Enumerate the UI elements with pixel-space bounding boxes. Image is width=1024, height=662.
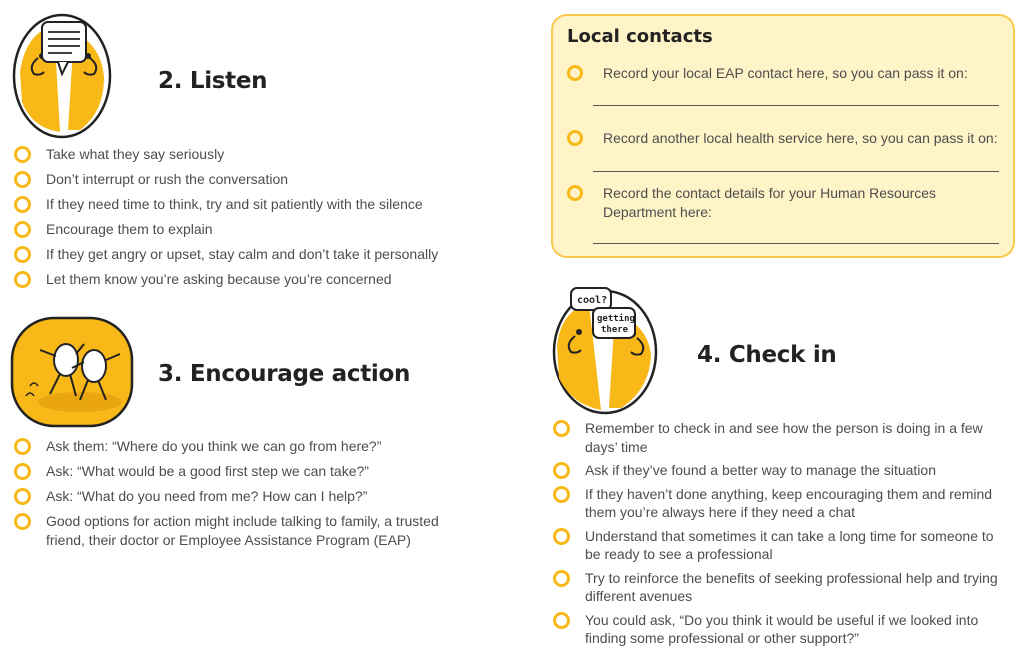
list-item: Ask: “What do you need from me? How can I help?” xyxy=(14,487,464,506)
bullet-circle-icon xyxy=(14,438,31,455)
encourage-illustration xyxy=(10,316,134,428)
list-item: If they get angry or upset, stay calm and don’t take it personally xyxy=(14,245,524,264)
list-item: Try to reinforce the benefits of seeking professional help and trying different avenues xyxy=(553,569,1005,606)
bullet-circle-icon xyxy=(14,246,31,263)
bullet-circle-icon xyxy=(553,486,570,503)
checkin-title: 4. Check in xyxy=(697,342,837,368)
list-item: Encourage them to explain xyxy=(14,220,524,239)
bubble-text-there: there xyxy=(601,325,629,335)
bullet-circle-icon xyxy=(14,271,31,288)
hr-contact-line[interactable] xyxy=(593,243,999,244)
bullet-circle-icon xyxy=(567,65,583,81)
bullet-circle-icon xyxy=(553,570,570,587)
bubble-text-getting: getting xyxy=(597,314,635,324)
listen-list xyxy=(14,145,524,295)
listen-title: 2. Listen xyxy=(158,68,268,94)
list-item: Take what they say seriously xyxy=(14,145,524,164)
bullet-circle-icon xyxy=(553,462,570,479)
bullet-circle-icon xyxy=(14,146,31,163)
encourage-title: 3. Encourage action xyxy=(158,361,411,387)
list-item: Ask if they’ve found a better way to manage the situation xyxy=(553,461,1005,480)
bullet-circle-icon xyxy=(567,185,583,201)
checkin-illustration xyxy=(549,286,661,416)
list-item: Ask: “What would be a good first step we can take?” xyxy=(14,462,464,481)
bullet-circle-icon xyxy=(14,221,31,238)
encourage-list xyxy=(14,437,464,549)
local-contacts-title: Local contacts xyxy=(567,26,713,47)
bubble-text-cool: cool? xyxy=(577,295,608,306)
list-item: Understand that sometimes it can take a long time for someone to be ready to see a professional xyxy=(553,527,1005,564)
bullet-circle-icon xyxy=(14,196,31,213)
bullet-circle-icon xyxy=(14,463,31,480)
bullet-circle-icon xyxy=(553,420,570,437)
contact-item-health-service: Record another local health service here, so you can pass it on: xyxy=(567,129,1003,148)
list-item: If they need time to think, try and sit patiently with the silence xyxy=(14,195,524,214)
bullet-circle-icon xyxy=(14,171,31,188)
list-item: Let them know you’re asking because you’re concerned xyxy=(14,270,524,289)
list-item: Good options for action might include talking to family, a trusted friend, their doctor or Employee Assistance Program (EAP) xyxy=(14,512,464,549)
bullet-circle-icon xyxy=(553,528,570,545)
list-item: Don’t interrupt or rush the conversation xyxy=(14,170,524,189)
checkin-list xyxy=(553,419,1005,648)
list-item: Ask them: “Where do you think we can go from here?” xyxy=(14,437,464,456)
bullet-circle-icon xyxy=(553,612,570,629)
bullet-circle-icon xyxy=(14,488,31,505)
list-item: You could ask, “Do you think it would be useful if we looked into finding some professional or other support?” xyxy=(553,611,1005,648)
health-service-contact-line[interactable] xyxy=(593,171,999,172)
bullet-circle-icon xyxy=(567,130,583,146)
contact-item-hr: Record the contact details for your Human Resources Department here: xyxy=(567,184,1003,221)
list-item: If they haven’t done anything, keep encouraging them and remind them you’re always here if they need a chat xyxy=(553,485,1005,522)
eap-contact-line[interactable] xyxy=(593,105,999,106)
bullet-circle-icon xyxy=(14,513,31,530)
listen-illustration xyxy=(10,12,114,140)
list-item: Remember to check in and see how the person is doing in a few days’ time xyxy=(553,419,1005,456)
contact-item-eap: Record your local EAP contact here, so you can pass it on: xyxy=(567,64,1003,83)
local-contacts-panel xyxy=(551,14,1015,258)
